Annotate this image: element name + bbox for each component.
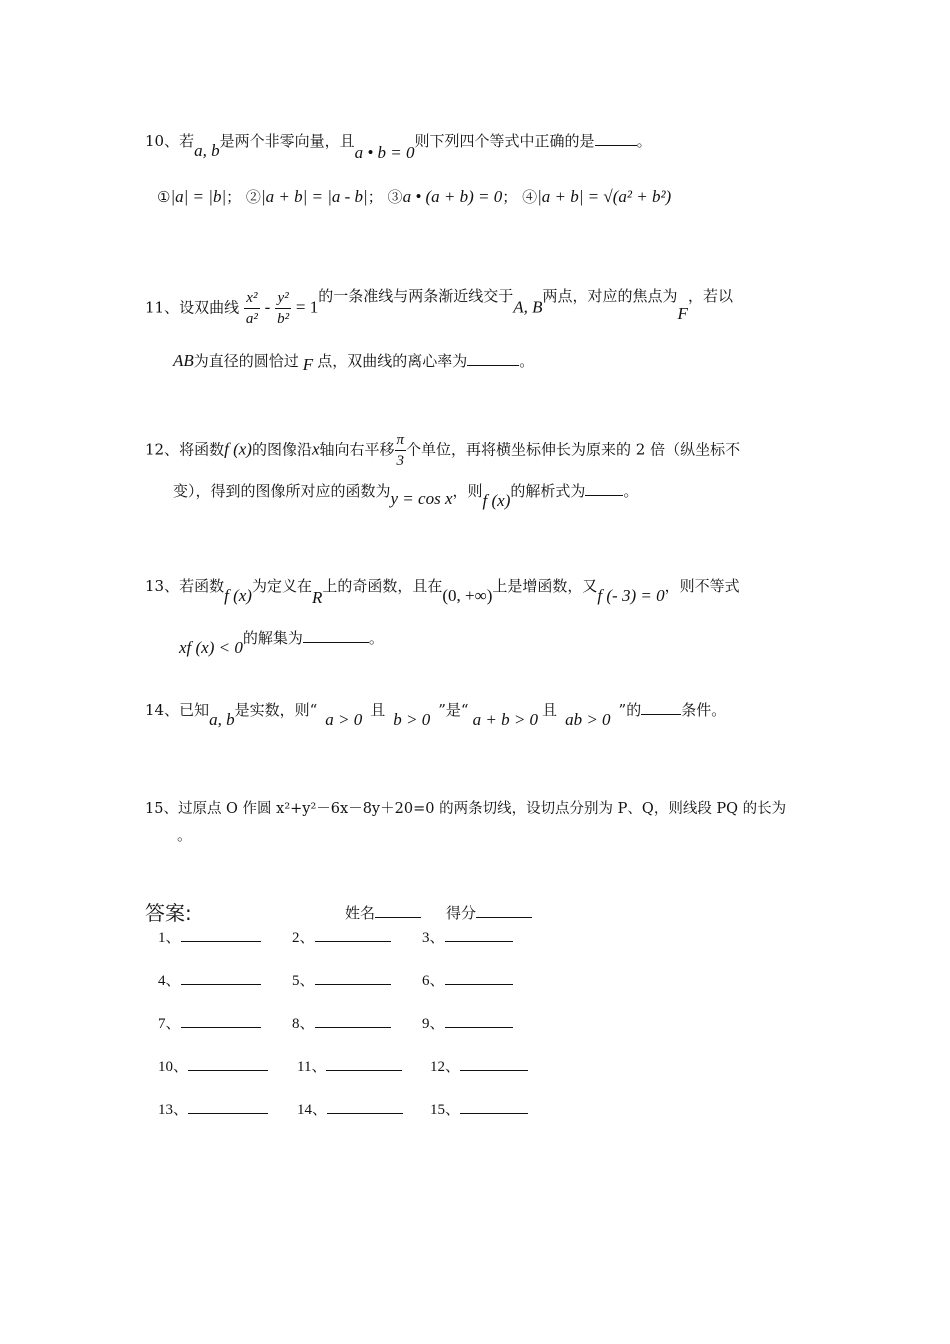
q10-sep1: ；	[226, 188, 242, 206]
answer-label: 12、	[430, 1059, 461, 1075]
answer-item	[292, 926, 391, 947]
score-field	[446, 902, 532, 923]
q14-and1: 且	[370, 701, 386, 719]
q13-answer-blank	[303, 628, 369, 643]
q13-text3: 上是增函数，又	[492, 577, 598, 595]
q10-condition: a • b = 0	[354, 143, 415, 162]
q12-text5: ，则	[452, 482, 483, 500]
q14-cond3: a + b > 0	[472, 710, 539, 729]
q14-answer-blank	[641, 700, 681, 715]
q11-number: 11、设双曲线	[145, 298, 240, 317]
q10-option3-formula: a • (a + b) = 0	[402, 187, 503, 206]
q13-text5: 的解集为	[242, 629, 303, 647]
answer-label: 10、	[158, 1059, 189, 1075]
answer-item	[158, 1055, 268, 1076]
answer-blank	[445, 927, 513, 942]
answer-item	[297, 1098, 403, 1119]
answer-label: 1、	[158, 930, 181, 946]
q11-fraction-x-num: x²	[244, 288, 260, 309]
answer-blank	[181, 970, 261, 985]
q11-answer-blank	[467, 351, 519, 366]
q10-option2-formula: |a + b| = |a - b|	[260, 187, 368, 206]
q11-fraction-y-den: b²	[277, 311, 290, 327]
answer-item	[292, 969, 391, 990]
answer-item	[430, 1055, 528, 1076]
q13-function: f (x)	[224, 586, 252, 605]
answer-item	[158, 926, 261, 947]
q12-function: f (x)	[224, 439, 252, 459]
answer-blank	[188, 1056, 268, 1071]
answer-label: 4、	[158, 973, 181, 989]
answer-blank	[315, 1013, 391, 1028]
answer-item	[292, 1012, 391, 1033]
q11-minus: -	[264, 297, 271, 317]
answer-blank	[327, 1099, 403, 1114]
q13-text2: 上的奇函数，且在	[322, 577, 443, 595]
answer-item	[422, 926, 513, 947]
q11-text4: 为直径的圆恰过	[193, 352, 299, 370]
q10-sep2: ；	[367, 188, 383, 206]
answer-item	[422, 1012, 513, 1033]
answer-label: 11、	[297, 1059, 327, 1075]
answer-label: 14、	[297, 1102, 328, 1118]
answer-label: 3、	[422, 930, 445, 946]
q13-number: 13、若函数	[145, 577, 225, 595]
q10-number: 10、若	[145, 132, 195, 150]
q11-focus2: F	[302, 355, 314, 374]
q13-end: 。	[368, 629, 384, 647]
q12-end: 。	[623, 482, 639, 500]
q10-option4-marker: ④	[522, 188, 538, 206]
q12-text6: 的解析式为	[510, 482, 586, 500]
q10-answer-blank	[595, 131, 637, 146]
q10-option4-formula: |a + b| = √(a² + b²)	[537, 187, 672, 206]
q13-text1: 为定义在	[251, 577, 312, 595]
q11-points: A, B	[513, 297, 543, 317]
answer-label: 9、	[422, 1016, 445, 1032]
answer-label: 15、	[430, 1102, 461, 1118]
q14-text1: 是实数，则“	[234, 701, 318, 719]
q13-text4: ，则不等式	[664, 577, 740, 595]
q14-text4: 条件。	[681, 701, 727, 719]
q12-text4: 变），得到的图像所对应的函数为	[173, 482, 391, 500]
q12-text1: 的图像沿	[251, 440, 312, 459]
q14-and2: 且	[542, 701, 558, 719]
q12-function2: f (x)	[482, 491, 511, 510]
q11-text1: 的一条准线与两条渐近线交于	[318, 286, 514, 305]
q11-text3: ，若以	[687, 286, 733, 305]
answer-blank	[460, 1056, 528, 1071]
score-label: 得分	[446, 904, 477, 922]
answer-blank	[181, 1013, 261, 1028]
answer-title: 答案:	[145, 901, 192, 925]
answer-blank	[181, 927, 261, 942]
q13-interval: (0, +∞)	[442, 586, 493, 605]
q14-vars: a, b	[209, 710, 235, 729]
q15-text1: 15、过原点 O 作圆 x²+y²－6x－8y＋20=0 的两条切线，设切点分别为 P、Q，则线段 PQ 的长为	[145, 801, 787, 817]
q12-text2: 轴向右平移	[319, 440, 395, 459]
q13-inequality: xf (x) < 0	[179, 638, 243, 657]
q14-cond4: ab > 0	[565, 710, 611, 729]
q11-AB: AB	[173, 351, 194, 370]
answer-blank	[460, 1099, 528, 1114]
answer-blank	[315, 970, 391, 985]
q12-answer-blank	[585, 481, 623, 496]
q11-fraction-y-num: y²	[275, 288, 291, 309]
answer-label: 2、	[292, 930, 315, 946]
q10-text1: 是两个非零向量，且	[219, 132, 355, 150]
q12-shift-num: π	[395, 430, 407, 451]
q10-option1-marker: ①	[157, 188, 171, 206]
answer-label: 7、	[158, 1016, 181, 1032]
answer-item	[158, 1012, 261, 1033]
q10-text2: 则下列四个等式中正确的是	[414, 132, 595, 150]
score-blank	[476, 903, 532, 918]
q15-end: 。	[177, 826, 193, 844]
q14-text3: ”的	[618, 701, 642, 719]
q14-text2: ”是“	[438, 701, 469, 719]
answer-item	[158, 1098, 268, 1119]
answer-label: 6、	[422, 973, 445, 989]
answer-item	[430, 1098, 528, 1119]
q12-shift-fraction	[395, 430, 407, 471]
q12-result-function: y = cos x	[390, 489, 453, 508]
q12-number: 12、将函数	[145, 440, 225, 459]
q11-text2: 两点，对应的焦点为	[542, 286, 678, 305]
answer-item	[297, 1055, 402, 1076]
q11-equals: = 1	[295, 297, 319, 317]
name-label: 姓名	[345, 904, 376, 922]
q11-text5: 点，双曲线的离心率为	[317, 352, 468, 370]
q10-option1-formula: |a| = |b|	[170, 187, 227, 206]
answer-label: 13、	[158, 1102, 189, 1118]
q12-x: x	[311, 439, 320, 459]
q12-shift-den: 3	[396, 453, 405, 469]
answer-blank	[188, 1099, 268, 1114]
q11-end: 。	[519, 352, 535, 370]
q14-cond2: b > 0	[393, 710, 431, 729]
q14-number: 14、已知	[145, 701, 210, 719]
q10-option2-marker: ②	[245, 188, 261, 206]
q10-vars: a, b	[194, 141, 220, 160]
q13-value: f (- 3) = 0	[597, 586, 665, 605]
answer-item	[422, 969, 513, 990]
name-blank	[375, 903, 421, 918]
q10-end: 。	[636, 132, 652, 150]
q10-option3-marker: ③	[387, 188, 403, 206]
q11-fraction-y	[275, 288, 291, 329]
answer-blank	[315, 927, 391, 942]
answer-blank	[445, 970, 513, 985]
answer-blank	[326, 1056, 402, 1071]
q10-sep3: ；	[502, 188, 518, 206]
name-field	[345, 902, 421, 923]
q12-text3: 个单位，再将横坐标伸长为原来的 2 倍（纵坐标不	[406, 440, 741, 459]
answer-item	[158, 969, 261, 990]
q13-R: R	[311, 588, 323, 607]
q11-fraction-x	[244, 288, 260, 329]
answer-blank	[445, 1013, 513, 1028]
answer-label: 5、	[292, 973, 315, 989]
q11-focus: F	[677, 303, 688, 323]
q14-cond1: a > 0	[325, 710, 363, 729]
q11-fraction-x-den: a²	[245, 311, 258, 327]
answer-label: 8、	[292, 1016, 315, 1032]
